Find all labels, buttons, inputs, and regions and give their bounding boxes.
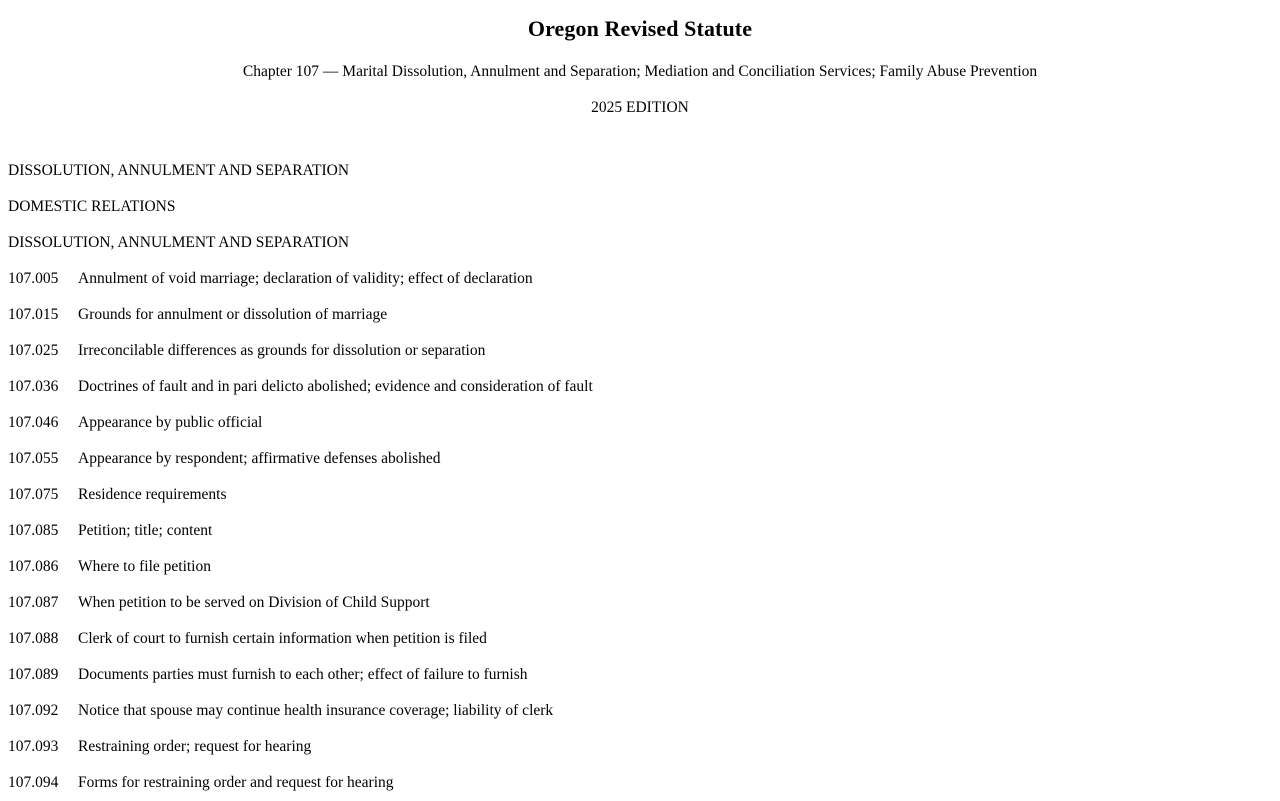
chapter-subtitle: Chapter 107 — Marital Dissolution, Annulment and Separation; Mediation and Conciliation Services; Family Abuse Prevention: [242, 63, 1038, 80]
statute-number: 107.075: [8, 486, 59, 503]
statute-row[interactable]: [0, 621, 1280, 657]
statute-number: 107.015: [8, 306, 59, 323]
statute-description: Doctrines of fault and in pari delicto abolished; evidence and consideration of fault: [78, 378, 593, 395]
statute-row[interactable]: [0, 405, 1280, 441]
statute-row[interactable]: [0, 585, 1280, 621]
statute-description: When petition to be served on Division of Child Support: [78, 594, 430, 611]
statute-number: 107.089: [8, 666, 59, 683]
statute-number: 107.005: [8, 270, 59, 287]
statute-description: Petition; title; content: [78, 522, 213, 539]
statute-number: 107.092: [8, 702, 59, 719]
statute-row[interactable]: [0, 369, 1280, 405]
section-heading: DISSOLUTION, ANNULMENT AND SEPARATION: [8, 234, 350, 251]
statute-number: 107.086: [8, 558, 59, 575]
statute-description: Appearance by public official: [78, 414, 263, 431]
section-heading: DOMESTIC RELATIONS: [8, 198, 176, 215]
statute-row[interactable]: [0, 729, 1280, 765]
statute-row[interactable]: [0, 657, 1280, 693]
statute-description: Where to file petition: [78, 558, 211, 575]
statute-number: 107.025: [8, 342, 59, 359]
statute-description: Clerk of court to furnish certain information when petition is filed: [78, 630, 487, 647]
statute-description: Forms for restraining order and request for hearing: [78, 774, 394, 791]
statute-description: Irreconcilable differences as grounds for dissolution or separation: [78, 342, 486, 359]
statute-row[interactable]: [0, 549, 1280, 585]
statute-number: 107.036: [8, 378, 59, 395]
statute-row[interactable]: [0, 513, 1280, 549]
section-heading-list: [0, 119, 1280, 261]
statute-row[interactable]: [0, 441, 1280, 477]
section-heading: DISSOLUTION, ANNULMENT AND SEPARATION: [8, 162, 350, 179]
statute-row[interactable]: [0, 477, 1280, 513]
statute-number: 107.087: [8, 594, 59, 611]
statute-description: Documents parties must furnish to each other; effect of failure to furnish: [78, 666, 528, 683]
edition-label: 2025 EDITION: [591, 99, 689, 116]
statute-row[interactable]: [0, 261, 1280, 297]
statute-row[interactable]: [0, 297, 1280, 333]
statute-row[interactable]: [0, 333, 1280, 369]
statute-description: Annulment of void marriage; declaration of validity; effect of declaration: [78, 270, 533, 287]
statute-number: 107.055: [8, 450, 59, 467]
page-title: Oregon Revised Statute: [527, 16, 753, 41]
statute-number: 107.085: [8, 522, 59, 539]
statute-description: Appearance by respondent; affirmative defenses abolished: [78, 450, 441, 467]
statute-number: 107.088: [8, 630, 59, 647]
statute-description: Residence requirements: [78, 486, 227, 503]
statute-description: Grounds for annulment or dissolution of marriage: [78, 306, 388, 323]
statute-description: Notice that spouse may continue health insurance coverage; liability of clerk: [78, 702, 554, 719]
statute-description: Restraining order; request for hearing: [78, 738, 312, 755]
statute-number: 107.093: [8, 738, 59, 755]
statute-index-list: [0, 261, 1280, 801]
statute-number: 107.094: [8, 774, 59, 791]
statute-number: 107.046: [8, 414, 59, 431]
statute-row[interactable]: [0, 693, 1280, 729]
statute-row[interactable]: [0, 765, 1280, 801]
document-masthead: [0, 0, 1280, 119]
